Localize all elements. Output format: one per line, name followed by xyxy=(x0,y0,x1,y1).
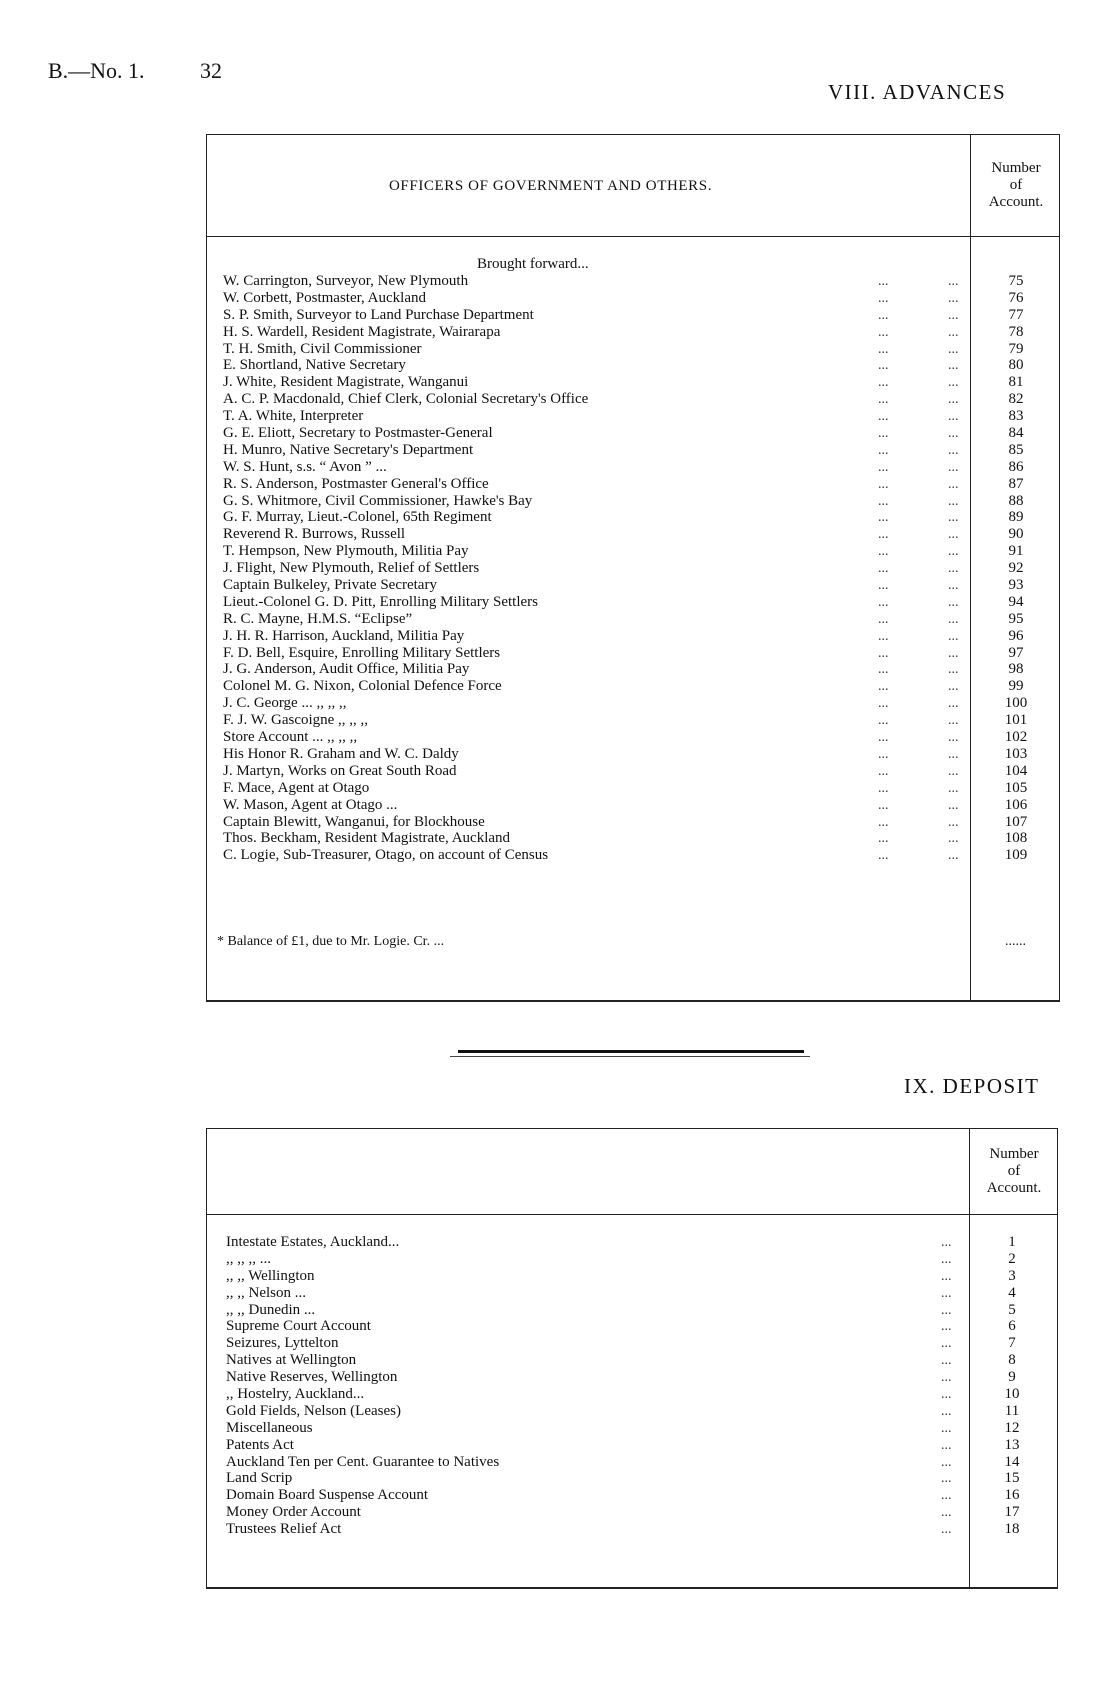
advances-row xyxy=(223,341,1059,358)
deposit-row xyxy=(226,1234,1058,1251)
advances-row xyxy=(223,661,1059,678)
document-reference: B.—No. 1. xyxy=(48,58,145,83)
col-head-line-1: Number xyxy=(989,1146,1039,1162)
advances-row xyxy=(223,712,1059,729)
advances-row xyxy=(223,459,1059,476)
account-number: 85 xyxy=(1008,441,1024,458)
row-name: Captain Blewitt, Wanganui, for Blockhouse xyxy=(223,813,485,830)
leader-dots: ... xyxy=(878,561,889,577)
leader-dots: ... xyxy=(878,290,889,306)
advances-row xyxy=(223,374,1059,391)
col-head-line-2: of xyxy=(1007,1163,1021,1179)
row-name: Natives at Wellington xyxy=(226,1352,357,1369)
leader-dots: ... xyxy=(948,527,959,543)
leader-dots: ... xyxy=(878,493,889,509)
row-name: S. P. Smith, Surveyor to Land Purchase Department xyxy=(223,306,534,323)
account-number: 106 xyxy=(1004,796,1028,813)
leader-dots: ... xyxy=(948,713,959,729)
advances-row xyxy=(223,560,1059,577)
row-name: ,, Hostelry, Auckland... xyxy=(226,1386,365,1403)
leader-dots: ... xyxy=(948,409,959,425)
leader-dots: ... xyxy=(878,730,889,746)
row-name: J. C. George ... ,, ,, ,, xyxy=(223,695,347,712)
deposit-table xyxy=(206,1128,1058,1589)
account-number: 2 xyxy=(1008,1250,1016,1267)
advances-row xyxy=(223,493,1059,510)
row-name: T. H. Smith, Civil Commissioner xyxy=(223,340,422,357)
leader-dots: ... xyxy=(878,544,889,560)
row-name: F. D. Bell, Esquire, Enrolling Military Settlers xyxy=(223,644,501,661)
section-rule xyxy=(458,1050,804,1053)
section-rule-thin xyxy=(450,1056,810,1057)
row-name: J. G. Anderson, Audit Office, Militia Pay xyxy=(223,661,470,678)
section-title-deposit: IX. DEPOSIT xyxy=(904,1074,1040,1098)
advances-row xyxy=(223,324,1059,341)
leader-dots: ... xyxy=(948,679,959,695)
account-number: 77 xyxy=(1008,306,1024,323)
account-number: 18 xyxy=(1004,1521,1020,1538)
account-number: 91 xyxy=(1008,543,1024,560)
leader-dots: ... xyxy=(948,763,959,779)
leader-dots: ... xyxy=(948,307,959,323)
leader-dots: ... xyxy=(941,1235,952,1250)
advances-row xyxy=(223,442,1059,459)
deposit-row xyxy=(226,1369,1058,1386)
advances-row xyxy=(223,476,1059,493)
account-number: 95 xyxy=(1008,610,1024,627)
advances-row xyxy=(223,577,1059,594)
leader-dots: ... xyxy=(948,746,959,762)
row-name: R. C. Mayne, H.M.S. “Eclipse” xyxy=(223,610,413,627)
row-name: W. Carrington, Surveyor, New Plymouth xyxy=(223,273,469,289)
advances-row xyxy=(223,746,1059,763)
account-number: 4 xyxy=(1008,1284,1016,1301)
deposit-row xyxy=(226,1521,1058,1538)
row-name: R. S. Anderson, Postmaster General's Office xyxy=(223,475,489,492)
account-number: 98 xyxy=(1008,661,1024,678)
advances-row xyxy=(223,645,1059,662)
advances-row xyxy=(223,543,1059,560)
leader-dots: ... xyxy=(878,713,889,729)
leader-dots: ... xyxy=(878,527,889,543)
row-name: Reverend R. Burrows, Russell xyxy=(223,526,406,543)
deposit-row xyxy=(226,1437,1058,1454)
leader-dots: ... xyxy=(948,290,959,306)
deposit-row xyxy=(226,1335,1058,1352)
leader-dots: ... xyxy=(878,645,889,661)
deposit-row xyxy=(226,1470,1058,1487)
leader-dots: ... xyxy=(878,375,889,391)
account-number: 14 xyxy=(1004,1453,1020,1470)
leader-dots: ... xyxy=(948,594,959,610)
row-name: His Honor R. Graham and W. C. Daldy xyxy=(223,745,459,762)
leader-dots: ... xyxy=(941,1251,952,1267)
account-number: 75 xyxy=(1008,273,1024,289)
account-number: 107 xyxy=(1004,813,1028,830)
leader-dots: ... xyxy=(948,831,959,847)
row-name: Domain Board Suspense Account xyxy=(226,1487,429,1504)
account-number: 100 xyxy=(1004,695,1028,712)
advances-row xyxy=(223,509,1059,526)
leader-dots: ... xyxy=(948,662,959,678)
row-name: Trustees Relief Act xyxy=(226,1521,342,1538)
leader-dots: ... xyxy=(941,1302,952,1318)
leader-dots: ... xyxy=(878,594,889,610)
account-number: 13 xyxy=(1004,1436,1020,1453)
advances-row xyxy=(223,307,1059,324)
deposit-row xyxy=(226,1318,1058,1335)
row-name: ,, ,, ,, ... xyxy=(226,1250,271,1267)
row-name: Lieut.-Colonel G. D. Pitt, Enrolling Military Settlers xyxy=(223,593,538,610)
account-number: 15 xyxy=(1004,1470,1020,1487)
page-number: 32 xyxy=(200,58,222,83)
leader-dots: ... xyxy=(878,476,889,492)
deposit-row xyxy=(226,1403,1058,1420)
col-head-line-3: Account. xyxy=(986,1180,1042,1196)
account-number: 8 xyxy=(1008,1352,1016,1369)
leader-dots: ... xyxy=(878,307,889,323)
account-number: 109 xyxy=(1004,847,1028,864)
advances-row xyxy=(223,678,1059,695)
leader-dots: ... xyxy=(948,392,959,408)
advances-row xyxy=(223,611,1059,628)
row-name: Seizures, Lyttelton xyxy=(226,1335,339,1352)
row-name: T. A. White, Interpreter xyxy=(223,408,364,425)
account-number: 83 xyxy=(1008,408,1024,425)
leader-dots: ... xyxy=(941,1522,952,1538)
brought-forward-label: Brought forward... xyxy=(477,256,589,272)
footnote: * Balance of £1, due to Mr. Logie. Cr. ... xyxy=(217,934,445,949)
row-name: Thos. Beckham, Resident Magistrate, Auckland xyxy=(223,830,511,847)
account-number: 1 xyxy=(1008,1234,1016,1250)
row-name: Supreme Court Account xyxy=(226,1318,371,1335)
row-name: J. Martyn, Works on Great South Road xyxy=(223,762,457,779)
leader-dots: ... xyxy=(948,426,959,442)
deposit-row xyxy=(226,1268,1058,1285)
row-name: Auckland Ten per Cent. Guarantee to Natives xyxy=(226,1453,500,1470)
leader-dots: ... xyxy=(948,544,959,560)
leader-dots: ... xyxy=(948,611,959,627)
account-number: 94 xyxy=(1008,593,1024,610)
deposit-row xyxy=(226,1487,1058,1504)
leader-dots: ... xyxy=(878,848,889,864)
account-number: 80 xyxy=(1008,357,1024,374)
deposit-row xyxy=(226,1302,1058,1319)
row-name: Gold Fields, Nelson (Leases) xyxy=(226,1402,401,1419)
row-name: G. S. Whitmore, Civil Commissioner, Hawke's Bay xyxy=(223,492,533,509)
leader-dots: ... xyxy=(878,662,889,678)
advances-row xyxy=(223,290,1059,307)
leader-dots: ... xyxy=(948,341,959,357)
row-name: Colonel M. G. Nixon, Colonial Defence Force xyxy=(223,678,502,695)
account-number: 9 xyxy=(1008,1369,1016,1386)
account-number: 92 xyxy=(1008,560,1024,577)
account-number: 104 xyxy=(1004,762,1028,779)
account-number: 16 xyxy=(1004,1487,1020,1504)
row-name: J. Flight, New Plymouth, Relief of Settlers xyxy=(223,560,480,577)
advances-row xyxy=(223,830,1059,847)
leader-dots: ... xyxy=(878,696,889,712)
leader-dots: ... xyxy=(878,780,889,796)
account-number: 105 xyxy=(1004,779,1028,796)
advances-row xyxy=(223,408,1059,425)
row-name: J. White, Resident Magistrate, Wanganui xyxy=(223,374,469,391)
advances-row xyxy=(223,357,1059,374)
leader-dots: ... xyxy=(941,1268,952,1284)
leader-dots: ... xyxy=(878,324,889,340)
leader-dots: ... xyxy=(948,730,959,746)
account-number: 6 xyxy=(1008,1318,1016,1335)
advances-row xyxy=(223,797,1059,814)
account-number: 90 xyxy=(1008,526,1024,543)
row-name: Land Scrip xyxy=(226,1470,293,1487)
row-name: F. J. W. Gascoigne ,, ,, ,, xyxy=(223,712,369,729)
footnote-amount: ...... xyxy=(1005,934,1026,949)
leader-dots: ... xyxy=(941,1420,952,1436)
account-number: 3 xyxy=(1008,1267,1016,1284)
leader-dots: ... xyxy=(878,358,889,374)
row-name: W. Corbett, Postmaster, Auckland xyxy=(223,289,426,306)
advances-rows xyxy=(223,273,1059,864)
account-number: 93 xyxy=(1008,577,1024,594)
account-number: 82 xyxy=(1008,391,1024,408)
leader-dots: ... xyxy=(878,628,889,644)
advances-row xyxy=(223,847,1059,864)
leader-dots: ... xyxy=(878,510,889,526)
row-name: H. Munro, Native Secretary's Department xyxy=(223,441,474,458)
advances-row xyxy=(223,628,1059,645)
leader-dots: ... xyxy=(941,1387,952,1403)
leader-dots: ... xyxy=(941,1403,952,1419)
leader-dots: ... xyxy=(941,1505,952,1521)
row-name: G. F. Murray, Lieut.-Colonel, 65th Regiment xyxy=(223,509,492,526)
advances-row xyxy=(223,391,1059,408)
leader-dots: ... xyxy=(948,375,959,391)
row-name: W. S. Hunt, s.s. “ Avon ” ... xyxy=(223,458,387,475)
leader-dots: ... xyxy=(941,1370,952,1386)
account-number: 102 xyxy=(1004,729,1028,746)
row-name: A. C. P. Macdonald, Chief Clerk, Colonial Secretary's Office xyxy=(223,391,589,408)
account-number: 17 xyxy=(1004,1504,1020,1521)
account-number: 11 xyxy=(1004,1402,1020,1419)
advances-row xyxy=(223,814,1059,831)
advances-row xyxy=(223,729,1059,746)
advances-row xyxy=(223,763,1059,780)
leader-dots: ... xyxy=(878,814,889,830)
advances-row xyxy=(223,526,1059,543)
advances-row xyxy=(223,780,1059,797)
row-name: ,, ,, Nelson ... xyxy=(226,1284,306,1301)
account-number: 108 xyxy=(1004,830,1028,847)
deposit-row xyxy=(226,1285,1058,1302)
col-head-line-3: Account. xyxy=(988,194,1044,210)
leader-dots: ... xyxy=(941,1353,952,1369)
leader-dots: ... xyxy=(948,696,959,712)
leader-dots: ... xyxy=(878,746,889,762)
row-name: H. S. Wardell, Resident Magistrate, Wairarapa xyxy=(223,323,501,340)
row-name: Store Account ... ,, ,, ,, xyxy=(223,729,358,746)
account-number: 96 xyxy=(1008,627,1024,644)
advances-table xyxy=(206,134,1060,1002)
leader-dots: ... xyxy=(878,341,889,357)
deposit-row xyxy=(226,1504,1058,1521)
row-name: F. Mace, Agent at Otago xyxy=(223,779,370,796)
account-number: 12 xyxy=(1004,1419,1020,1436)
account-number: 10 xyxy=(1004,1386,1020,1403)
account-number: 88 xyxy=(1008,492,1024,509)
row-name: G. E. Eliott, Secretary to Postmaster-General xyxy=(223,425,493,442)
row-name: C. Logie, Sub-Treasurer, Otago, on account of Census xyxy=(223,847,549,864)
leader-dots: ... xyxy=(948,645,959,661)
row-name: Intestate Estates, Auckland... xyxy=(226,1234,400,1250)
leader-dots: ... xyxy=(948,578,959,594)
leader-dots: ... xyxy=(948,510,959,526)
leader-dots: ... xyxy=(948,493,959,509)
row-name: ,, ,, Wellington xyxy=(226,1267,315,1284)
leader-dots: ... xyxy=(941,1336,952,1352)
account-number: 78 xyxy=(1008,323,1024,340)
leader-dots: ... xyxy=(878,442,889,458)
leader-dots: ... xyxy=(948,814,959,830)
advances-row xyxy=(223,273,1059,290)
deposit-row xyxy=(226,1420,1058,1437)
leader-dots: ... xyxy=(878,578,889,594)
row-name: E. Shortland, Native Secretary xyxy=(223,357,406,374)
deposit-row xyxy=(226,1251,1058,1268)
account-number: 89 xyxy=(1008,509,1024,526)
account-number: 84 xyxy=(1008,425,1024,442)
account-number: 101 xyxy=(1004,712,1028,729)
leader-dots: ... xyxy=(948,848,959,864)
leader-dots: ... xyxy=(948,561,959,577)
account-number: 97 xyxy=(1008,644,1024,661)
advances-col-header xyxy=(973,160,1059,211)
leader-dots: ... xyxy=(941,1454,952,1470)
leader-dots: ... xyxy=(878,797,889,813)
leader-dots: ... xyxy=(941,1285,952,1301)
advances-table-title: OFFICERS OF GOVERNMENT AND OTHERS. xyxy=(389,178,713,194)
section-title-advances: VIII. ADVANCES xyxy=(828,80,1007,104)
row-name: Captain Bulkeley, Private Secretary xyxy=(223,577,437,594)
account-number: 5 xyxy=(1008,1301,1016,1318)
leader-dots: ... xyxy=(878,459,889,475)
account-number: 81 xyxy=(1008,374,1024,391)
account-number: 79 xyxy=(1008,340,1024,357)
deposit-row xyxy=(226,1454,1058,1471)
row-name: Native Reserves, Wellington xyxy=(226,1369,398,1386)
leader-dots: ... xyxy=(948,274,959,289)
advances-row xyxy=(223,695,1059,712)
row-name: T. Hempson, New Plymouth, Militia Pay xyxy=(223,543,469,560)
advances-row xyxy=(223,425,1059,442)
row-name: Patents Act xyxy=(226,1436,294,1453)
row-name: Money Order Account xyxy=(226,1504,361,1521)
leader-dots: ... xyxy=(948,628,959,644)
deposit-row xyxy=(226,1386,1058,1403)
row-name: W. Mason, Agent at Otago ... xyxy=(223,796,398,813)
leader-dots: ... xyxy=(948,324,959,340)
deposit-row xyxy=(226,1352,1058,1369)
leader-dots: ... xyxy=(948,442,959,458)
leader-dots: ... xyxy=(948,780,959,796)
col-head-line-1: Number xyxy=(991,160,1041,176)
account-number: 87 xyxy=(1008,475,1024,492)
leader-dots: ... xyxy=(878,763,889,779)
leader-dots: ... xyxy=(948,476,959,492)
leader-dots: ... xyxy=(878,426,889,442)
leader-dots: ... xyxy=(941,1319,952,1335)
col-head-line-2: of xyxy=(1009,177,1023,193)
account-number: 7 xyxy=(1008,1335,1016,1352)
leader-dots: ... xyxy=(948,797,959,813)
row-name: Miscellaneous xyxy=(226,1419,313,1436)
leader-dots: ... xyxy=(948,358,959,374)
account-number: 86 xyxy=(1008,458,1024,475)
leader-dots: ... xyxy=(948,459,959,475)
deposit-col-header xyxy=(971,1146,1057,1197)
row-name: J. H. R. Harrison, Auckland, Militia Pay xyxy=(223,627,465,644)
leader-dots: ... xyxy=(878,611,889,627)
account-number: 103 xyxy=(1004,745,1028,762)
leader-dots: ... xyxy=(941,1488,952,1504)
advances-row xyxy=(223,594,1059,611)
deposit-rows xyxy=(226,1234,1058,1538)
leader-dots: ... xyxy=(878,679,889,695)
leader-dots: ... xyxy=(941,1471,952,1487)
row-name: ,, ,, Dunedin ... xyxy=(226,1301,316,1318)
leader-dots: ... xyxy=(941,1437,952,1453)
account-number: 99 xyxy=(1008,678,1024,695)
leader-dots: ... xyxy=(878,274,889,289)
leader-dots: ... xyxy=(878,392,889,408)
leader-dots: ... xyxy=(878,409,889,425)
leader-dots: ... xyxy=(878,831,889,847)
account-number: 76 xyxy=(1008,289,1024,306)
